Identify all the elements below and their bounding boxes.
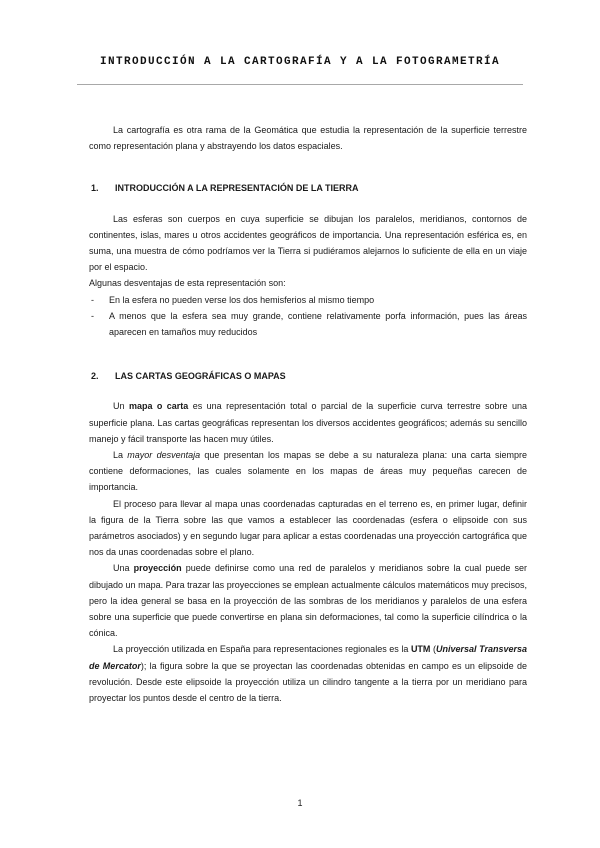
dash-marker: - <box>91 310 94 321</box>
disadvantages-list <box>89 292 527 341</box>
intro-paragraph: La cartografía es otra rama de la Geomática que estudia la representación de la superficie terrestre como representación plana y abstrayendo los datos espaciales. <box>89 125 527 152</box>
text-run: es una representación total o parcial de la superficie curva terrestre sobre una superficie plana. Las cartas geográficas representan los diversos accidentes geográficos; además su sencillo manejo y fácil transporte las hacen muy útiles. <box>89 401 527 444</box>
bold-term-proyeccion: proyección <box>133 563 182 574</box>
text-run: Una <box>113 563 134 574</box>
text-run: ( <box>430 644 437 655</box>
projection-paragraph <box>89 560 527 641</box>
section-2-number: 2. <box>91 371 99 382</box>
list-item-text: En la esfera no pueden verse los dos hemisferios al mismo tiempo <box>109 294 375 305</box>
page-number: 1 <box>297 798 303 808</box>
bold-term-mapa-o-carta: mapa o carta <box>128 401 189 412</box>
text-run: puede definirse como una red de paralelos y meridianos sobre la cual puede ser dibujado un mapa. Para trazar las proyecciones se emplean actualmente cálculos matemáticos muy precisos, pero la idea general se basa en la proyección de las sombras de los meridianos y paralelos de una esfera sobre una superficie que puede convertirse en plana sin deformaciones, tal como la superficie cilíndrica o la cónica. <box>89 563 527 639</box>
disadvantage-paragraph <box>89 447 527 496</box>
section-1-heading <box>89 180 527 196</box>
utm-paragraph <box>89 641 527 706</box>
dash-marker: - <box>91 294 94 305</box>
section-1-number: 1. <box>91 183 99 194</box>
map-definition-paragraph <box>89 398 527 447</box>
bold-term-utm: UTM <box>410 644 431 655</box>
disadvantages-intro: Algunas desventajas de esta representación son: <box>89 278 286 289</box>
section-2 <box>89 368 527 706</box>
title-underline <box>77 84 523 85</box>
bold-italic-term-universal-transversa: Universal Transversa de Mercator <box>89 644 527 671</box>
text-run: La proyección utilizada en España para representaciones regionales es la <box>113 644 411 655</box>
section-1-title: INTRODUCCIÓN A LA REPRESENTACIÓN DE LA TIERRA <box>115 183 359 194</box>
list-item <box>89 292 527 308</box>
document-title: INTRODUCCIÓN A LA CARTOGRAFÍA Y A LA FOTOGRAMETRÍA <box>99 56 501 68</box>
process-paragraph: El proceso para llevar al mapa unas coordenadas capturadas en el terreno es, en primer lugar, definir la figura de la Tierra sobre las que vamos a establecer las coordenadas (esfera o elipsoide con sus parámetros asociados) y en segundo lugar para aplicar a estas coordenadas una proyección cartográfica que nos da unas coordenadas sobre el plano. <box>89 498 527 558</box>
italic-term-mayor-desventaja: mayor desventaja <box>127 450 201 461</box>
text-run: Un <box>113 401 129 412</box>
list-item-text: A menos que la esfera sea muy grande, contiene relativamente porfa información, pues las áreas aparecen en tamaños muy reducidos <box>109 310 527 338</box>
text-run: La <box>113 450 128 461</box>
section-2-title: LAS CARTAS GEOGRÁFICAS O MAPAS <box>115 371 286 382</box>
text-run: que presentan los mapas se debe a su naturaleza plana: una carta siempre contiene deformaciones, las cuales solamente en los mapas de áreas muy pequeñas carecen de importancia. <box>89 450 527 493</box>
section-2-heading <box>89 368 527 384</box>
section-1-paragraph: Las esferas son cuerpos en cuya superficie se dibujan los paralelos, meridianos, contornos de continentes, islas, mares u otros accidentes geográficos de importancia. Una representación esférica es, en suma, una muestra de cómo podríamos ver la Tierra si pudiéramos alejarnos lo suficiente de ella en un viaje por el espacio. <box>89 213 527 273</box>
list-item <box>89 308 527 340</box>
text-run: ); la figura sobre la que se proyectan las coordenadas obtenidas en campo es un elipsoide de revolución. Desde este elipsoide la proyección utiliza un cilindro tangente a la tierra por un meridiano para proyectar los puntos desde el centro de la tierra. <box>89 660 527 704</box>
document-body <box>89 122 527 706</box>
